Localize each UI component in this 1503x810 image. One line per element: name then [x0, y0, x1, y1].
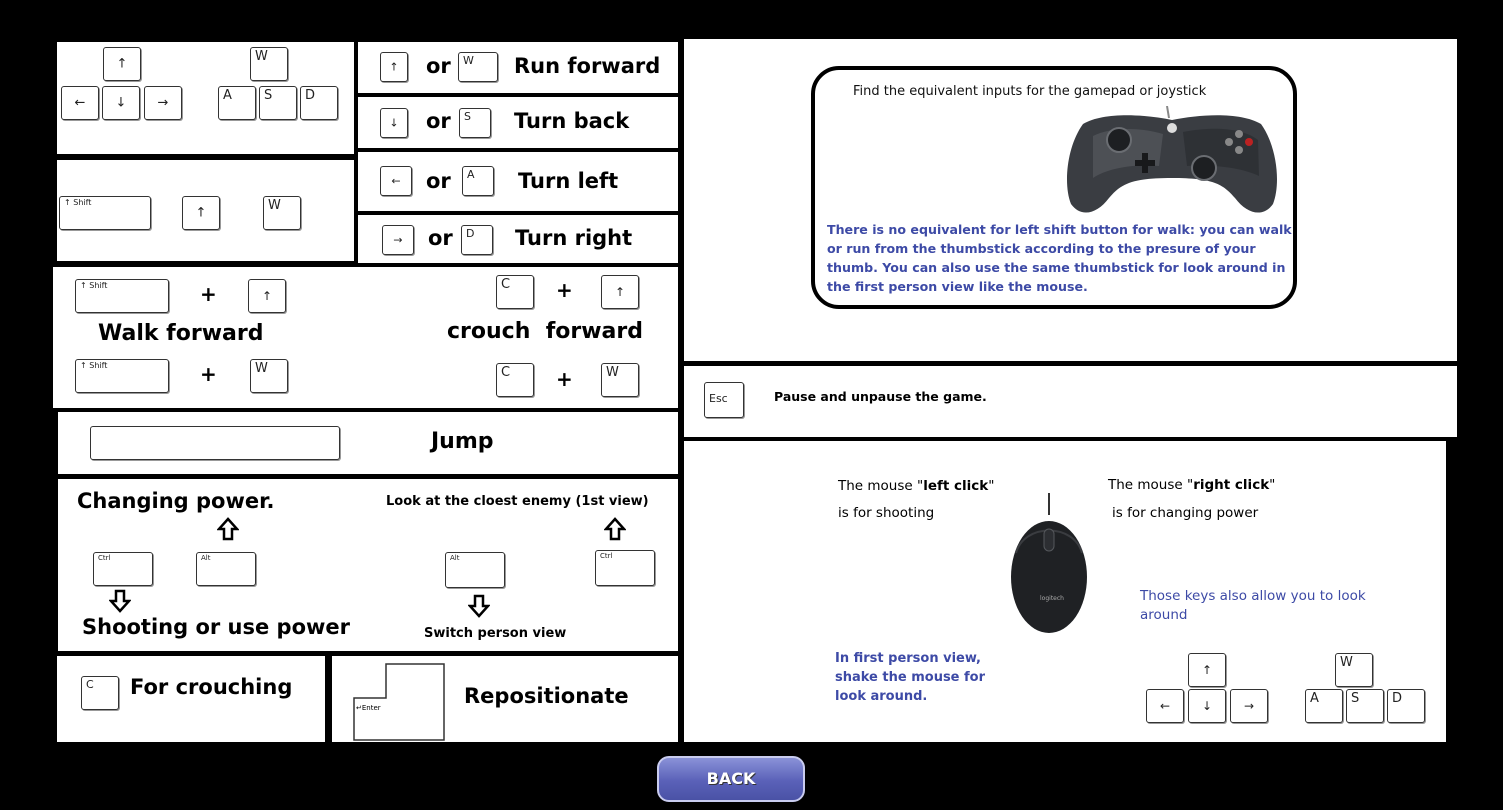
- key-a: A: [462, 166, 494, 196]
- key-alt: Alt: [196, 552, 256, 586]
- turn-left-row: [358, 152, 678, 211]
- turn-right-row: [358, 215, 678, 263]
- or-label: or: [426, 169, 451, 193]
- turn-back-label: Turn back: [514, 109, 630, 133]
- key-s: S: [459, 108, 491, 138]
- key-ctrl: Ctrl: [595, 550, 655, 586]
- key-c: C: [496, 363, 534, 397]
- turn-back-row: [358, 97, 678, 148]
- mouse-panel: [684, 441, 1446, 742]
- reposition-panel: [332, 656, 678, 742]
- esc-panel: [684, 366, 1457, 437]
- key-shift: ↑ Shift: [75, 279, 169, 313]
- key-w: W: [250, 47, 288, 81]
- run-forward-label: Run forward: [514, 54, 661, 78]
- key-left-arrow: ←: [1146, 689, 1184, 723]
- key-a: A: [218, 86, 256, 120]
- plus-label: +: [200, 362, 217, 386]
- key-d: D: [461, 225, 493, 255]
- left-click-desc: is for shooting: [838, 505, 935, 521]
- key-s: S: [1346, 689, 1384, 723]
- crouching-label: For crouching: [130, 675, 293, 699]
- jump-panel: [58, 412, 678, 474]
- key-spacebar: [90, 426, 340, 460]
- look-closest-label: Look at the cloest enemy (1st view): [386, 494, 649, 509]
- key-d: D: [300, 86, 338, 120]
- shift-keys-panel: [57, 160, 354, 261]
- jump-label: Jump: [431, 429, 494, 454]
- run-forward-row: [358, 42, 678, 93]
- key-ctrl: Ctrl: [93, 552, 153, 586]
- key-down-arrow: ↓: [1188, 689, 1226, 723]
- turn-left-label: Turn left: [518, 169, 619, 193]
- key-right-arrow: →: [144, 86, 182, 120]
- walk-crouch-panel: [53, 267, 678, 408]
- enter-key: [352, 662, 448, 742]
- key-esc: Esc: [704, 382, 744, 418]
- key-c: C: [81, 676, 119, 710]
- key-w: W: [250, 359, 288, 393]
- movement-keys-panel: [57, 42, 354, 154]
- right-click-line: The mouse "right click": [1108, 477, 1276, 493]
- key-s: S: [259, 86, 297, 120]
- or-label: or: [428, 226, 453, 250]
- gamepad-box: [811, 66, 1297, 309]
- gamepad-panel: [684, 39, 1457, 361]
- key-up-arrow: ↑: [380, 52, 408, 82]
- or-label: or: [426, 54, 451, 78]
- key-d: D: [1387, 689, 1425, 723]
- key-a: A: [1305, 689, 1343, 723]
- key-w: W: [1335, 653, 1373, 687]
- key-up-arrow: ↑: [103, 47, 141, 81]
- crouch-forward-label: crouch forward: [447, 319, 643, 344]
- crouch-panel: [57, 656, 325, 742]
- plus-label: +: [200, 282, 217, 306]
- shooting-label: Shooting or use power: [82, 615, 351, 639]
- key-c: C: [496, 275, 534, 309]
- gamepad-note: There is no equivalent for left shift button for walk: you can walk or run from the thumbstick according to the presure of your thumb. You can also use the same thumbstick for look around in the first person view like the mouse.: [827, 222, 1292, 294]
- key-right-arrow: →: [1230, 689, 1268, 723]
- key-up-arrow: ↑: [1188, 653, 1226, 687]
- key-left-arrow: ←: [61, 86, 99, 120]
- switch-view-label: Switch person view: [424, 626, 567, 641]
- key-right-arrow: →: [382, 225, 414, 255]
- gamepad-icon: [1063, 106, 1281, 218]
- key-shift: ↑ Shift: [59, 196, 151, 230]
- repositionate-label: Repositionate: [464, 684, 629, 708]
- gamepad-title: Find the equivalent inputs for the gamepad or joystick: [853, 84, 1207, 99]
- key-alt: Alt: [445, 552, 505, 588]
- esc-label: Pause and unpause the game.: [774, 389, 987, 404]
- power-panel: [58, 479, 678, 651]
- plus-label: +: [556, 278, 573, 302]
- key-left-arrow: ←: [380, 166, 412, 196]
- walk-forward-label: Walk forward: [98, 321, 264, 346]
- key-down-arrow: ↓: [380, 108, 408, 138]
- back-button[interactable]: BACK: [657, 756, 805, 802]
- key-up-arrow: ↑: [248, 279, 286, 313]
- key-w: W: [601, 363, 639, 397]
- key-up-arrow: ↑: [601, 275, 639, 309]
- down-arrow-icon: [109, 589, 131, 613]
- left-click-line: The mouse "left click": [838, 478, 995, 494]
- key-shift: ↑ Shift: [75, 359, 169, 393]
- keys-note: Those keys also allow you to look around: [1140, 588, 1366, 623]
- turn-right-label: Turn right: [515, 226, 633, 250]
- key-down-arrow: ↓: [102, 86, 140, 120]
- enter-key-label: ↵Enter: [356, 704, 381, 712]
- up-arrow-icon: [604, 517, 626, 541]
- plus-label: +: [556, 367, 573, 391]
- changing-power-label: Changing power.: [77, 489, 275, 513]
- key-w: W: [458, 52, 498, 82]
- or-label: or: [426, 109, 451, 133]
- right-click-desc: is for changing power: [1112, 505, 1259, 521]
- mouse-icon: [1006, 493, 1092, 633]
- key-up-arrow: ↑: [182, 196, 220, 230]
- mouse-brand-logo: logitech: [1040, 595, 1064, 602]
- key-w: W: [263, 196, 301, 230]
- shake-note: In first person view, shake the mouse for look around.: [835, 651, 986, 704]
- up-arrow-icon: [217, 517, 239, 541]
- down-arrow-icon: [468, 594, 490, 618]
